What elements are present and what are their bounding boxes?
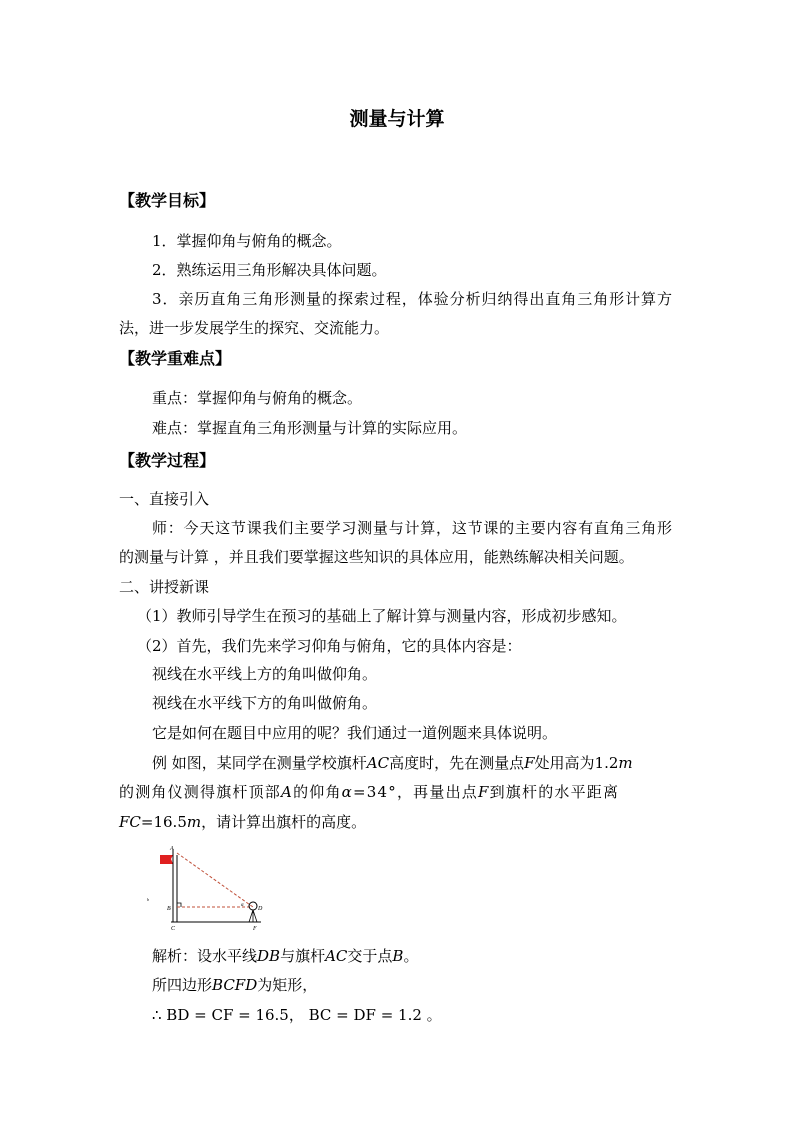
- example-var: F: [477, 783, 490, 801]
- label-b: B: [167, 906, 171, 912]
- solution-text: 解析：设水平线: [152, 947, 258, 965]
- solution-text: 与旗杆: [280, 947, 326, 965]
- label-f: F: [253, 926, 257, 932]
- label-alpha: α: [241, 903, 244, 908]
- example-text: 到旗杆的水平距离: [489, 783, 620, 801]
- goals-heading: 【教学目标】: [119, 191, 216, 210]
- solution-text: 交于点: [347, 947, 393, 965]
- solution-var: DB: [257, 947, 281, 965]
- flagpole-figure: [143, 843, 273, 933]
- key-point-1: 重点：掌握仰角与俯角的概念。: [152, 389, 363, 407]
- part1-title: 一、直接引入: [119, 490, 210, 508]
- tripod-icon: [249, 910, 257, 922]
- part1-text-1: 师：今天这节课我们主要学习测量与计算，这节课的主要内容有直角三角形: [152, 519, 672, 537]
- solution-var: AC: [325, 947, 348, 965]
- example-text: 的测角仪测得旗杆顶部: [119, 783, 282, 801]
- page-title: 测量与计算: [349, 108, 445, 130]
- part2-item-2: （2）首先，我们先来学习仰角与俯角，它的具体内容是：: [137, 637, 522, 655]
- part2-item-3: 视线在水平线上方的角叫做仰角。: [152, 665, 378, 683]
- part2-item-1: （1）教师引导学生在预习的基础上了解计算与测量内容，形成初步感知。: [137, 607, 627, 625]
- label-side: b: [147, 897, 149, 902]
- example-var: FC: [119, 813, 141, 831]
- part2-item-4: 视线在水平线下方的角叫做俯角。: [152, 694, 378, 712]
- example-number: =16.5: [140, 813, 187, 831]
- process-heading: 【教学过程】: [119, 451, 216, 470]
- example-text: =34°，再量出点: [353, 783, 478, 801]
- solution-line-2: [152, 975, 317, 995]
- solution-line-1: [152, 946, 418, 966]
- example-unit: m: [186, 813, 202, 831]
- solution-text: 为矩形，: [257, 976, 318, 994]
- sight-line: [177, 853, 253, 907]
- right-angle-mark: [177, 903, 181, 907]
- example-number: 1.2: [594, 754, 619, 772]
- example-text: 处用高为: [534, 754, 595, 772]
- solution-text: 。: [403, 947, 419, 965]
- solution-text: 所四边形: [152, 976, 213, 994]
- example-line-3: [119, 812, 366, 832]
- label-a: A: [170, 846, 174, 852]
- example-unit: m: [618, 754, 633, 772]
- solution-var: BCFD: [212, 976, 258, 994]
- example-line-1: [152, 753, 633, 773]
- goal-item-3: 3．亲历直角三角形测量的探索过程，体验分析归纳得出直角三角形计算方: [152, 290, 672, 308]
- key-heading: 【教学重难点】: [119, 349, 232, 368]
- goal-item-2: 2．熟练运用三角形解决具体问题。: [152, 261, 387, 279]
- part2-title: 二、讲授新课: [119, 578, 210, 596]
- theodolite-icon: [249, 902, 257, 910]
- example-var: α: [341, 783, 354, 801]
- goal-item-3-cont: 法，进一步发展学生的探究、交流能力。: [119, 319, 390, 337]
- solution-var: B: [392, 947, 404, 965]
- example-var: AC: [366, 754, 390, 772]
- example-text: 高度时，先在测量点: [389, 754, 525, 772]
- label-d: D: [258, 906, 263, 912]
- example-text: 例 如图，某同学在测量学校旗杆: [152, 754, 367, 772]
- flag-icon: [160, 855, 173, 864]
- solution-line-3: ∴ BD = CF = 16.5， BC = DF = 1.2 。: [152, 1006, 442, 1024]
- example-line-2: [119, 782, 619, 802]
- label-c: C: [171, 926, 176, 932]
- part2-item-5: 它是如何在题目中应用的呢？我们通过一道例题来具体说明。: [152, 724, 558, 742]
- example-var: A: [281, 783, 294, 801]
- example-var: F: [524, 754, 535, 772]
- goal-item-1: 1．掌握仰角与俯角的概念。: [152, 232, 342, 250]
- part1-text-2: 的测量与计算 ，并且我们要掌握这些知识的具体应用，能熟练解决相关问题。: [119, 548, 634, 566]
- example-text: ，请计算出旗杆的高度。: [201, 813, 367, 831]
- key-point-2: 难点：掌握直角三角形测量与计算的实际应用。: [152, 419, 468, 437]
- example-text: 的仰角: [293, 783, 342, 801]
